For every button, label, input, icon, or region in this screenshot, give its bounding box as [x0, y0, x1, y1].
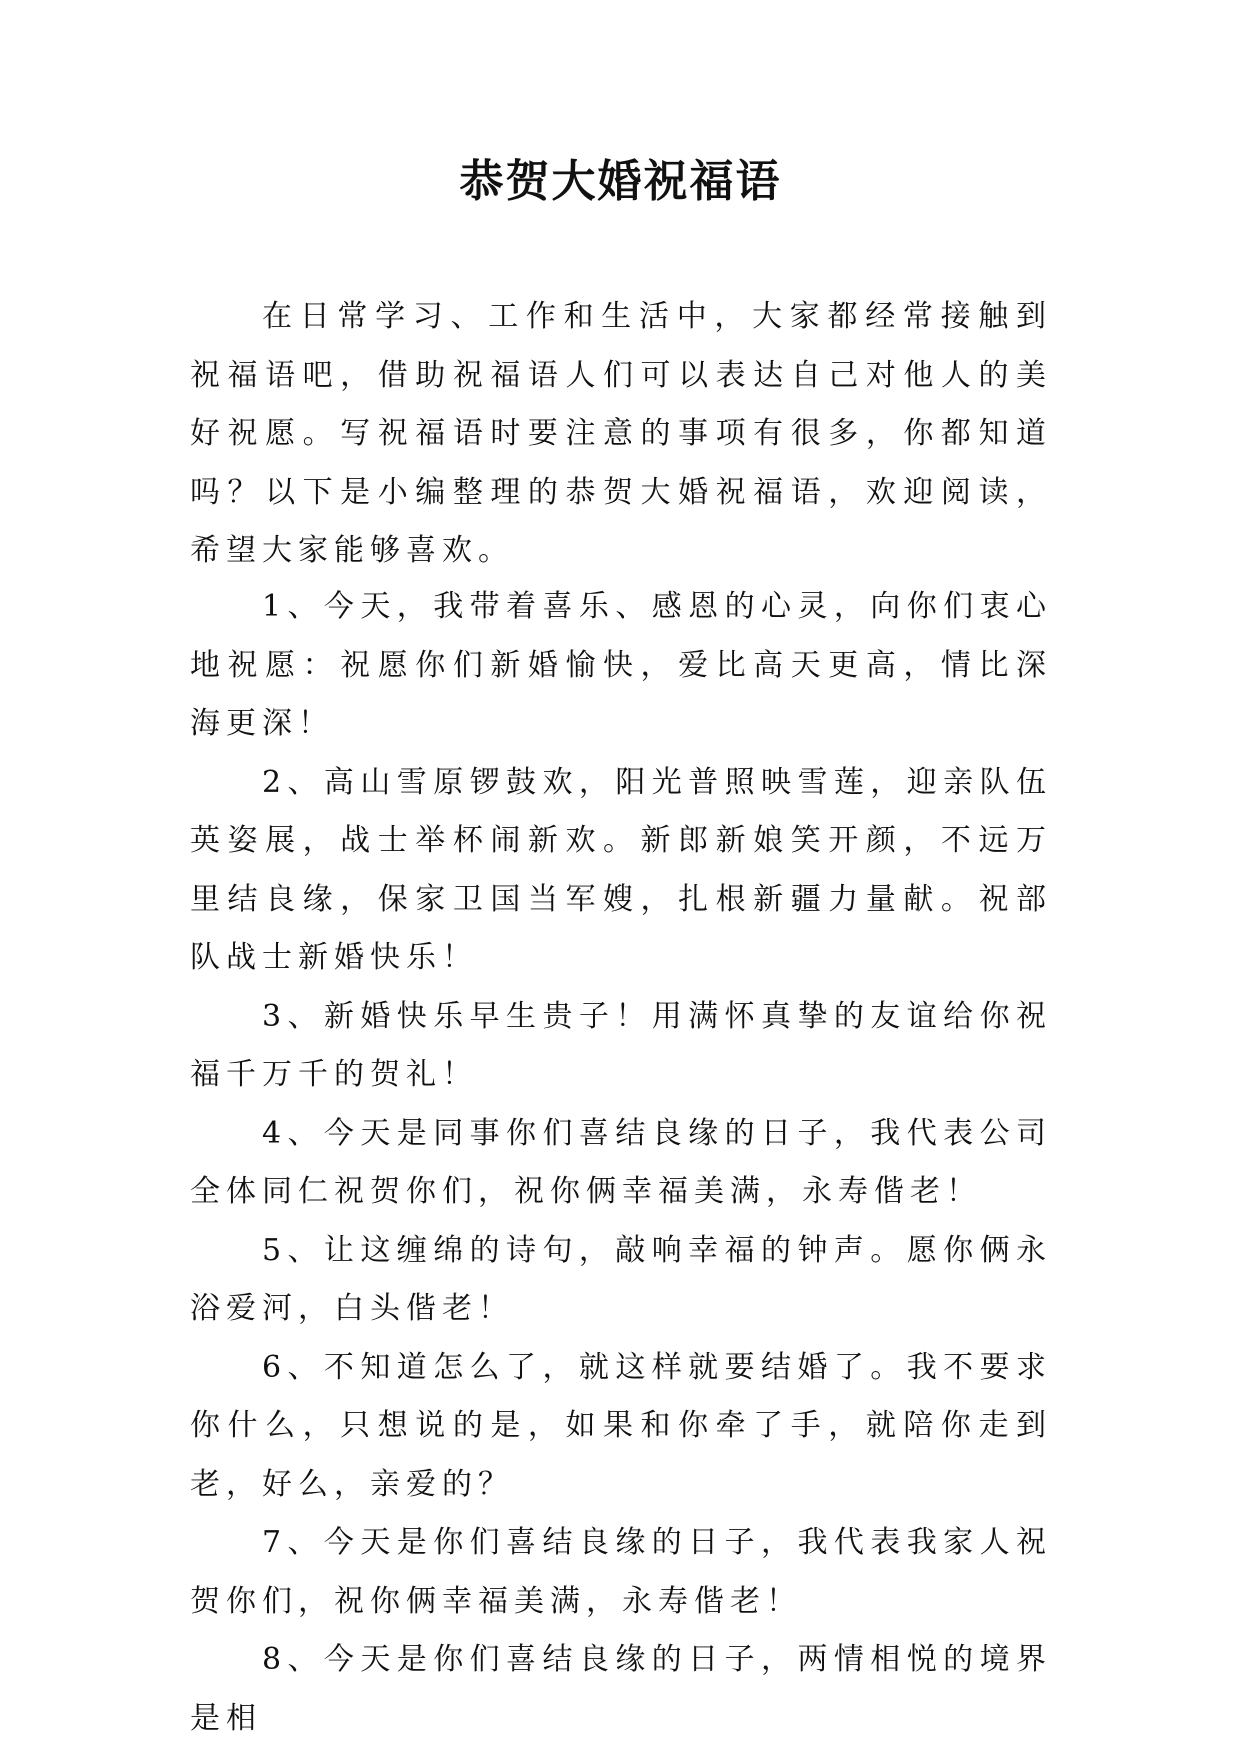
list-item: 1、今天，我带着喜乐、感恩的心灵，向你们衷心地祝愿：祝愿你们新婚愉快，爱比高天更高，情比深海更深！	[190, 589, 1052, 741]
list-item: 8、今天是你们喜结良缘的日子，两情相悦的境界是相	[190, 1642, 1052, 1736]
list-item: 7、今天是你们喜结良缘的日子，我代表我家人祝贺你们，祝你俩幸福美满，永寿偕老！	[190, 1525, 1052, 1619]
blessing-list	[190, 578, 1052, 1748]
intro-paragraph: 在日常学习、工作和生活中，大家都经常接触到祝福语吧，借助祝福语人们可以表达自己对他人的美好祝愿。写祝福语时要注意的事项有很多，你都知道吗？以下是小编整理的恭贺大婚祝福语，欢迎阅读，希望大家能够喜欢。	[190, 299, 1052, 568]
document-title: 恭贺大婚祝福语	[459, 156, 782, 207]
list-item: 5、让这缠绵的诗句，敲响幸福的钟声。愿你俩永浴爱河，白头偕老！	[190, 1232, 1052, 1326]
list-item: 6、不知道怎么了，就这样就要结婚了。我不要求你什么，只想说的是，如果和你牵了手，就陪你走到老，好么，亲爱的？	[190, 1349, 1052, 1502]
intro-section	[190, 288, 1052, 581]
list-item: 3、新婚快乐早生贵子！用满怀真挚的友谊给你祝福千万千的贺礼！	[190, 998, 1052, 1092]
list-item: 2、高山雪原锣鼓欢，阳光普照映雪莲，迎亲队伍英姿展，战士举杯闹新欢。新郎新娘笑开颜，不远万里结良缘，保家卫国当军嫂，扎根新疆力量献。祝部队战士新婚快乐！	[190, 764, 1052, 975]
list-item: 4、今天是同事你们喜结良缘的日子，我代表公司全体同仁祝贺你们，祝你俩幸福美满，永寿偕老！	[190, 1115, 1052, 1209]
